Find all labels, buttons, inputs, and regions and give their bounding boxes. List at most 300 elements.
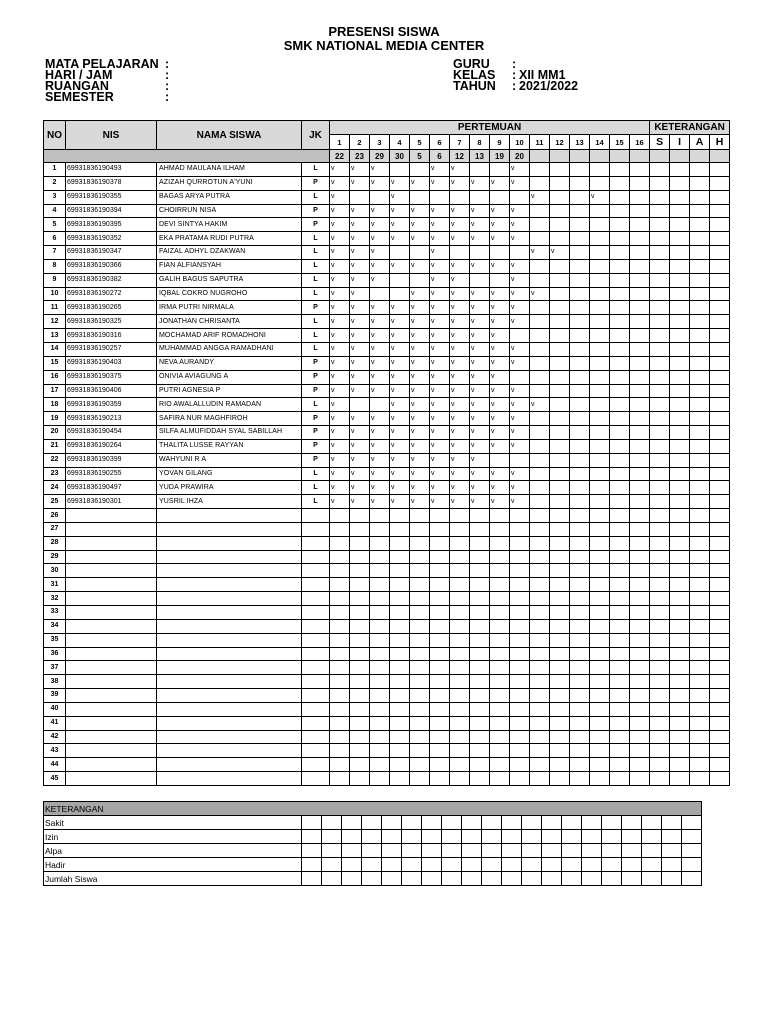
attendance-mark[interactable]: v	[490, 301, 510, 315]
attendance-mark[interactable]	[490, 453, 510, 467]
attendance-mark[interactable]: v	[410, 259, 430, 273]
attendance-mark[interactable]	[410, 536, 430, 550]
attendance-mark[interactable]	[610, 176, 630, 190]
attendance-mark[interactable]: v	[370, 439, 390, 453]
attendance-mark[interactable]	[590, 772, 610, 786]
attendance-mark[interactable]	[510, 536, 530, 550]
attendance-mark[interactable]	[410, 550, 430, 564]
status-count[interactable]	[690, 661, 710, 675]
attendance-mark[interactable]	[470, 702, 490, 716]
attendance-mark[interactable]	[570, 633, 590, 647]
status-count[interactable]	[650, 619, 670, 633]
attendance-mark[interactable]: v	[430, 163, 450, 177]
attendance-mark[interactable]	[490, 689, 510, 703]
status-count[interactable]	[710, 453, 730, 467]
attendance-mark[interactable]	[450, 190, 470, 204]
attendance-mark[interactable]	[470, 509, 490, 523]
attendance-mark[interactable]	[350, 522, 370, 536]
attendance-mark[interactable]: v	[330, 259, 350, 273]
status-count[interactable]	[650, 564, 670, 578]
attendance-mark[interactable]	[570, 163, 590, 177]
attendance-mark[interactable]: v	[550, 246, 570, 260]
attendance-mark[interactable]	[570, 619, 590, 633]
status-count[interactable]	[670, 675, 690, 689]
attendance-mark[interactable]: v	[530, 190, 550, 204]
attendance-mark[interactable]	[570, 564, 590, 578]
summary-cell[interactable]	[522, 872, 542, 886]
status-count[interactable]	[710, 495, 730, 509]
summary-cell[interactable]	[682, 872, 702, 886]
attendance-mark[interactable]	[610, 509, 630, 523]
attendance-mark[interactable]	[450, 675, 470, 689]
summary-cell[interactable]	[622, 830, 642, 844]
attendance-mark[interactable]: v	[410, 439, 430, 453]
attendance-mark[interactable]	[330, 619, 350, 633]
attendance-mark[interactable]	[590, 481, 610, 495]
attendance-mark[interactable]	[390, 606, 410, 620]
attendance-mark[interactable]	[430, 758, 450, 772]
attendance-mark[interactable]: v	[370, 412, 390, 426]
attendance-mark[interactable]	[530, 176, 550, 190]
attendance-mark[interactable]	[510, 509, 530, 523]
summary-cell[interactable]	[382, 844, 402, 858]
attendance-mark[interactable]	[510, 606, 530, 620]
attendance-mark[interactable]	[330, 509, 350, 523]
attendance-mark[interactable]	[630, 661, 650, 675]
attendance-mark[interactable]	[550, 509, 570, 523]
attendance-mark[interactable]: v	[410, 398, 430, 412]
attendance-mark[interactable]	[570, 509, 590, 523]
status-count[interactable]	[690, 716, 710, 730]
attendance-mark[interactable]	[630, 176, 650, 190]
attendance-mark[interactable]: v	[410, 467, 430, 481]
attendance-mark[interactable]: v	[350, 301, 370, 315]
attendance-mark[interactable]	[570, 689, 590, 703]
attendance-mark[interactable]	[570, 232, 590, 246]
status-count[interactable]	[690, 398, 710, 412]
attendance-mark[interactable]	[590, 592, 610, 606]
attendance-mark[interactable]	[610, 702, 630, 716]
attendance-mark[interactable]	[430, 190, 450, 204]
status-count[interactable]	[670, 564, 690, 578]
attendance-mark[interactable]	[630, 453, 650, 467]
attendance-mark[interactable]: v	[390, 342, 410, 356]
attendance-mark[interactable]: v	[350, 315, 370, 329]
attendance-mark[interactable]: v	[510, 259, 530, 273]
attendance-mark[interactable]: v	[450, 273, 470, 287]
status-count[interactable]	[690, 370, 710, 384]
summary-cell[interactable]	[582, 830, 602, 844]
status-count[interactable]	[710, 592, 730, 606]
attendance-mark[interactable]	[550, 661, 570, 675]
attendance-mark[interactable]: v	[350, 259, 370, 273]
attendance-mark[interactable]: v	[490, 232, 510, 246]
attendance-mark[interactable]	[330, 564, 350, 578]
attendance-mark[interactable]: v	[370, 426, 390, 440]
attendance-mark[interactable]	[370, 536, 390, 550]
attendance-mark[interactable]	[590, 550, 610, 564]
attendance-mark[interactable]	[530, 702, 550, 716]
status-count[interactable]	[650, 384, 670, 398]
status-count[interactable]	[650, 467, 670, 481]
attendance-mark[interactable]: v	[510, 204, 530, 218]
attendance-mark[interactable]	[530, 453, 550, 467]
attendance-mark[interactable]	[570, 744, 590, 758]
attendance-mark[interactable]: v	[350, 426, 370, 440]
summary-cell[interactable]	[342, 872, 362, 886]
attendance-mark[interactable]	[630, 163, 650, 177]
attendance-mark[interactable]	[570, 384, 590, 398]
status-count[interactable]	[710, 675, 730, 689]
attendance-mark[interactable]: v	[370, 467, 390, 481]
status-count[interactable]	[690, 453, 710, 467]
summary-cell[interactable]	[302, 858, 322, 872]
summary-cell[interactable]	[542, 844, 562, 858]
attendance-mark[interactable]: v	[350, 467, 370, 481]
attendance-mark[interactable]: v	[510, 273, 530, 287]
attendance-mark[interactable]	[370, 730, 390, 744]
status-count[interactable]	[670, 273, 690, 287]
attendance-mark[interactable]: v	[470, 412, 490, 426]
attendance-mark[interactable]	[610, 536, 630, 550]
attendance-mark[interactable]	[530, 273, 550, 287]
attendance-mark[interactable]	[510, 661, 530, 675]
summary-cell[interactable]	[642, 830, 662, 844]
summary-cell[interactable]	[422, 872, 442, 886]
attendance-mark[interactable]	[630, 647, 650, 661]
attendance-mark[interactable]	[550, 398, 570, 412]
status-count[interactable]	[690, 536, 710, 550]
attendance-mark[interactable]	[330, 772, 350, 786]
attendance-mark[interactable]	[610, 522, 630, 536]
attendance-mark[interactable]: v	[410, 329, 430, 343]
summary-cell[interactable]	[362, 872, 382, 886]
attendance-mark[interactable]	[390, 730, 410, 744]
attendance-mark[interactable]: v	[490, 356, 510, 370]
attendance-mark[interactable]	[570, 772, 590, 786]
attendance-mark[interactable]: v	[330, 315, 350, 329]
status-count[interactable]	[710, 190, 730, 204]
status-count[interactable]	[670, 287, 690, 301]
summary-cell[interactable]	[422, 858, 442, 872]
attendance-mark[interactable]	[370, 689, 390, 703]
summary-cell[interactable]	[582, 858, 602, 872]
attendance-mark[interactable]	[590, 578, 610, 592]
summary-cell[interactable]	[422, 830, 442, 844]
attendance-mark[interactable]	[590, 329, 610, 343]
attendance-mark[interactable]	[490, 163, 510, 177]
status-count[interactable]	[670, 550, 690, 564]
status-count[interactable]	[710, 564, 730, 578]
attendance-mark[interactable]	[370, 564, 390, 578]
status-count[interactable]	[690, 606, 710, 620]
attendance-mark[interactable]	[410, 689, 430, 703]
status-count[interactable]	[670, 412, 690, 426]
attendance-mark[interactable]	[630, 495, 650, 509]
attendance-mark[interactable]	[590, 661, 610, 675]
status-count[interactable]	[690, 550, 710, 564]
attendance-mark[interactable]: v	[450, 370, 470, 384]
status-count[interactable]	[710, 273, 730, 287]
status-count[interactable]	[650, 398, 670, 412]
attendance-mark[interactable]	[630, 204, 650, 218]
summary-cell[interactable]	[442, 830, 462, 844]
attendance-mark[interactable]: v	[510, 398, 530, 412]
attendance-mark[interactable]	[510, 647, 530, 661]
attendance-mark[interactable]: v	[450, 398, 470, 412]
attendance-mark[interactable]	[510, 190, 530, 204]
attendance-mark[interactable]: v	[430, 426, 450, 440]
attendance-mark[interactable]	[510, 370, 530, 384]
attendance-mark[interactable]: v	[390, 439, 410, 453]
summary-cell[interactable]	[442, 816, 462, 830]
status-count[interactable]	[710, 619, 730, 633]
attendance-mark[interactable]: v	[590, 190, 610, 204]
attendance-mark[interactable]	[470, 522, 490, 536]
attendance-mark[interactable]	[390, 689, 410, 703]
attendance-mark[interactable]	[610, 675, 630, 689]
attendance-mark[interactable]	[430, 633, 450, 647]
attendance-mark[interactable]	[490, 246, 510, 260]
status-count[interactable]	[650, 439, 670, 453]
attendance-mark[interactable]: v	[430, 453, 450, 467]
attendance-mark[interactable]: v	[390, 370, 410, 384]
attendance-mark[interactable]	[390, 675, 410, 689]
summary-cell[interactable]	[622, 844, 642, 858]
attendance-mark[interactable]	[630, 426, 650, 440]
attendance-mark[interactable]	[370, 633, 390, 647]
attendance-mark[interactable]	[390, 716, 410, 730]
status-count[interactable]	[710, 232, 730, 246]
attendance-mark[interactable]	[390, 647, 410, 661]
attendance-mark[interactable]	[470, 744, 490, 758]
status-count[interactable]	[690, 412, 710, 426]
attendance-mark[interactable]: v	[390, 301, 410, 315]
attendance-mark[interactable]: v	[350, 273, 370, 287]
attendance-mark[interactable]	[570, 522, 590, 536]
summary-cell[interactable]	[602, 844, 622, 858]
attendance-mark[interactable]	[590, 467, 610, 481]
attendance-mark[interactable]	[550, 772, 570, 786]
attendance-mark[interactable]	[350, 716, 370, 730]
attendance-mark[interactable]	[370, 606, 390, 620]
attendance-mark[interactable]	[610, 218, 630, 232]
attendance-mark[interactable]	[410, 606, 430, 620]
summary-cell[interactable]	[462, 816, 482, 830]
attendance-mark[interactable]	[330, 550, 350, 564]
attendance-mark[interactable]	[630, 232, 650, 246]
attendance-mark[interactable]	[610, 758, 630, 772]
status-count[interactable]	[650, 633, 670, 647]
attendance-mark[interactable]	[430, 661, 450, 675]
status-count[interactable]	[670, 758, 690, 772]
attendance-mark[interactable]	[610, 550, 630, 564]
attendance-mark[interactable]	[550, 412, 570, 426]
attendance-mark[interactable]	[510, 564, 530, 578]
status-count[interactable]	[690, 204, 710, 218]
attendance-mark[interactable]	[630, 606, 650, 620]
attendance-mark[interactable]: v	[450, 218, 470, 232]
summary-cell[interactable]	[362, 858, 382, 872]
attendance-mark[interactable]	[530, 509, 550, 523]
attendance-mark[interactable]: v	[510, 412, 530, 426]
summary-cell[interactable]	[342, 858, 362, 872]
attendance-mark[interactable]	[550, 758, 570, 772]
status-count[interactable]	[710, 606, 730, 620]
attendance-mark[interactable]	[550, 467, 570, 481]
attendance-mark[interactable]	[590, 246, 610, 260]
status-count[interactable]	[690, 467, 710, 481]
summary-cell[interactable]	[662, 844, 682, 858]
status-count[interactable]	[650, 716, 670, 730]
attendance-mark[interactable]	[630, 772, 650, 786]
attendance-mark[interactable]	[610, 426, 630, 440]
attendance-mark[interactable]: v	[430, 301, 450, 315]
attendance-mark[interactable]	[530, 536, 550, 550]
attendance-mark[interactable]	[610, 647, 630, 661]
status-count[interactable]	[670, 467, 690, 481]
status-count[interactable]	[650, 647, 670, 661]
summary-cell[interactable]	[302, 844, 322, 858]
attendance-mark[interactable]	[610, 163, 630, 177]
attendance-mark[interactable]	[570, 356, 590, 370]
attendance-mark[interactable]	[350, 758, 370, 772]
attendance-mark[interactable]	[610, 467, 630, 481]
attendance-mark[interactable]: v	[490, 384, 510, 398]
attendance-mark[interactable]	[630, 329, 650, 343]
summary-cell[interactable]	[562, 858, 582, 872]
attendance-mark[interactable]: v	[510, 218, 530, 232]
status-count[interactable]	[650, 578, 670, 592]
attendance-mark[interactable]	[570, 702, 590, 716]
attendance-mark[interactable]	[550, 453, 570, 467]
attendance-mark[interactable]	[330, 578, 350, 592]
attendance-mark[interactable]	[530, 522, 550, 536]
attendance-mark[interactable]	[590, 384, 610, 398]
attendance-mark[interactable]	[350, 633, 370, 647]
attendance-mark[interactable]: v	[490, 218, 510, 232]
attendance-mark[interactable]: v	[370, 356, 390, 370]
attendance-mark[interactable]	[330, 606, 350, 620]
summary-cell[interactable]	[582, 816, 602, 830]
status-count[interactable]	[670, 744, 690, 758]
attendance-mark[interactable]	[530, 647, 550, 661]
attendance-mark[interactable]	[590, 370, 610, 384]
attendance-mark[interactable]	[490, 730, 510, 744]
status-count[interactable]	[690, 273, 710, 287]
attendance-mark[interactable]: v	[510, 342, 530, 356]
attendance-mark[interactable]: v	[470, 329, 490, 343]
attendance-mark[interactable]	[390, 163, 410, 177]
summary-cell[interactable]	[402, 858, 422, 872]
attendance-mark[interactable]	[330, 702, 350, 716]
attendance-mark[interactable]: v	[410, 453, 430, 467]
attendance-mark[interactable]	[430, 647, 450, 661]
attendance-mark[interactable]: v	[330, 467, 350, 481]
attendance-mark[interactable]	[350, 744, 370, 758]
attendance-mark[interactable]	[510, 592, 530, 606]
attendance-mark[interactable]: v	[470, 176, 490, 190]
attendance-mark[interactable]	[550, 689, 570, 703]
summary-cell[interactable]	[482, 816, 502, 830]
attendance-mark[interactable]: v	[510, 287, 530, 301]
status-count[interactable]	[690, 259, 710, 273]
attendance-mark[interactable]	[610, 329, 630, 343]
attendance-mark[interactable]	[430, 606, 450, 620]
attendance-mark[interactable]	[430, 702, 450, 716]
attendance-mark[interactable]	[550, 315, 570, 329]
summary-cell[interactable]	[642, 872, 662, 886]
attendance-mark[interactable]: v	[330, 287, 350, 301]
status-count[interactable]	[710, 384, 730, 398]
attendance-mark[interactable]	[550, 730, 570, 744]
attendance-mark[interactable]	[550, 204, 570, 218]
status-count[interactable]	[690, 758, 710, 772]
attendance-mark[interactable]: v	[470, 481, 490, 495]
attendance-mark[interactable]	[530, 439, 550, 453]
attendance-mark[interactable]	[590, 176, 610, 190]
attendance-mark[interactable]	[410, 716, 430, 730]
attendance-mark[interactable]	[330, 716, 350, 730]
attendance-mark[interactable]	[630, 536, 650, 550]
attendance-mark[interactable]	[350, 190, 370, 204]
summary-cell[interactable]	[402, 816, 422, 830]
attendance-mark[interactable]: v	[390, 204, 410, 218]
status-count[interactable]	[690, 522, 710, 536]
attendance-mark[interactable]: v	[370, 301, 390, 315]
attendance-mark[interactable]	[570, 287, 590, 301]
status-count[interactable]	[670, 647, 690, 661]
summary-cell[interactable]	[502, 858, 522, 872]
status-count[interactable]	[710, 176, 730, 190]
attendance-mark[interactable]	[350, 702, 370, 716]
status-count[interactable]	[650, 509, 670, 523]
attendance-mark[interactable]	[490, 190, 510, 204]
attendance-mark[interactable]	[350, 606, 370, 620]
summary-cell[interactable]	[462, 830, 482, 844]
attendance-mark[interactable]: v	[510, 301, 530, 315]
attendance-mark[interactable]: v	[450, 329, 470, 343]
summary-cell[interactable]	[502, 830, 522, 844]
attendance-mark[interactable]: v	[390, 453, 410, 467]
attendance-mark[interactable]: v	[330, 356, 350, 370]
attendance-mark[interactable]	[530, 716, 550, 730]
attendance-mark[interactable]	[550, 495, 570, 509]
attendance-mark[interactable]	[610, 370, 630, 384]
summary-cell[interactable]	[462, 844, 482, 858]
attendance-mark[interactable]	[570, 606, 590, 620]
attendance-mark[interactable]	[630, 384, 650, 398]
attendance-mark[interactable]	[370, 509, 390, 523]
attendance-mark[interactable]	[390, 744, 410, 758]
attendance-mark[interactable]	[390, 578, 410, 592]
attendance-mark[interactable]	[570, 259, 590, 273]
summary-cell[interactable]	[302, 830, 322, 844]
status-count[interactable]	[670, 329, 690, 343]
attendance-mark[interactable]	[630, 246, 650, 260]
status-count[interactable]	[670, 398, 690, 412]
attendance-mark[interactable]: v	[470, 232, 490, 246]
attendance-mark[interactable]	[430, 730, 450, 744]
attendance-mark[interactable]: v	[410, 301, 430, 315]
attendance-mark[interactable]	[410, 661, 430, 675]
status-count[interactable]	[650, 744, 670, 758]
attendance-mark[interactable]	[330, 522, 350, 536]
attendance-mark[interactable]	[530, 163, 550, 177]
summary-cell[interactable]	[642, 816, 662, 830]
summary-cell[interactable]	[502, 844, 522, 858]
attendance-mark[interactable]	[330, 661, 350, 675]
